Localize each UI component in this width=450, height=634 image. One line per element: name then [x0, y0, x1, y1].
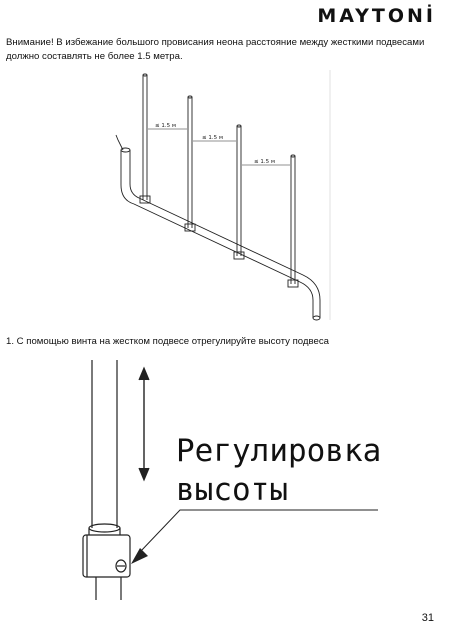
- suspension-rod-4: [291, 155, 295, 284]
- step-1-instruction: 1. С помощью винта на жестком подвесе отрегулируйте высоту подвеса: [6, 336, 329, 347]
- dimension-label-1: ≤ 1.5 м: [155, 123, 177, 129]
- suspension-rod-3: [237, 125, 241, 256]
- brand-logo: MAYTONİ: [317, 5, 436, 27]
- suspension-rod-2: [188, 96, 192, 228]
- warning-text: Внимание! В избежание большого провисания неона расстояние между жесткими подвесами должно составлять не более 1.5 метра.: [6, 37, 425, 62]
- dimension-label-2: ≤ 1.5 м: [202, 135, 224, 141]
- callout-title-line2: высоты: [176, 472, 288, 508]
- callout-title-line1: Регулировка: [176, 433, 382, 469]
- clamp-4: [288, 280, 298, 287]
- height-arrow-icon: [139, 368, 149, 480]
- suspension-rod-1: [143, 74, 147, 200]
- page-number: 31: [421, 612, 434, 624]
- detail-clamp-collar: [83, 524, 130, 577]
- dimension-label-3: ≤ 1.5 м: [254, 159, 276, 165]
- callout-leader-line: [140, 510, 378, 552]
